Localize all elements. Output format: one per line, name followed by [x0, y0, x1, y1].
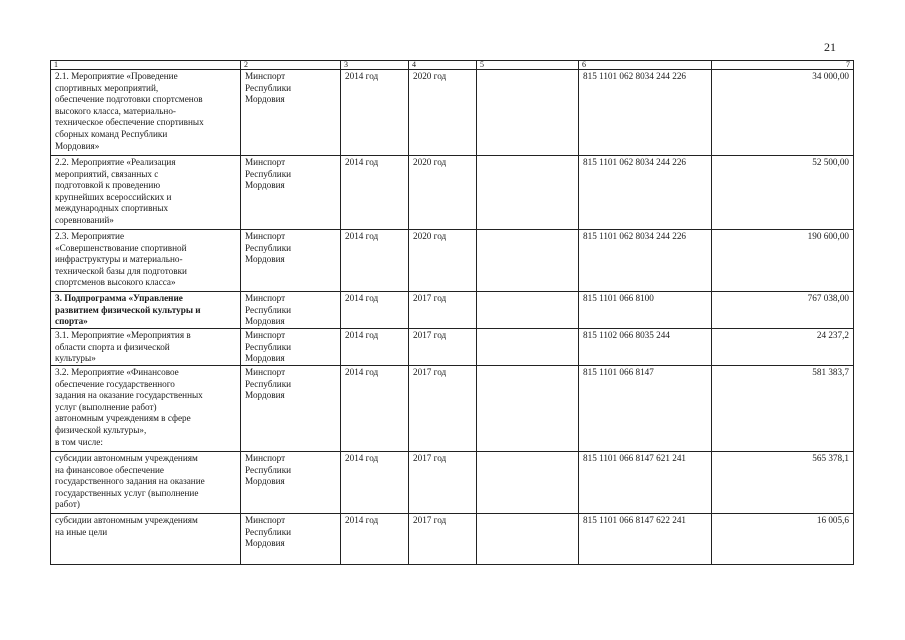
row-start-year-cell: 2014 год — [341, 70, 409, 156]
column-header: 5 — [477, 61, 579, 70]
column-number-row — [51, 61, 854, 70]
column-header: 1 — [51, 61, 241, 70]
row-start-year-cell: 2014 год — [341, 329, 409, 366]
table-row — [51, 292, 854, 329]
row-col5-cell — [477, 329, 579, 366]
row-start-year-cell: 2014 год — [341, 292, 409, 329]
row-col5-cell — [477, 514, 579, 565]
program-table — [50, 60, 854, 565]
row-end-year-cell: 2017 год — [409, 329, 477, 366]
row-executor-cell: Минспорт Республики Мордовия — [241, 329, 341, 366]
row-name-cell: 3.1. Мероприятие «Мероприятия в области спорта и физической культуры» — [51, 329, 241, 366]
table-row — [51, 514, 854, 565]
row-start-year-cell: 2014 год — [341, 156, 409, 230]
column-header: 6 — [579, 61, 712, 70]
row-amount-cell: 34 000,00 — [712, 70, 854, 156]
row-end-year-cell: 2017 год — [409, 292, 477, 329]
table-row — [51, 70, 854, 156]
row-budget-code-cell: 815 1101 062 8034 244 226 — [579, 70, 712, 156]
row-executor-cell: Минспорт Республики Мордовия — [241, 156, 341, 230]
row-name-cell: 2.3. Мероприятие «Совершенствование спортивной инфраструктуры и материально- технической базы для подготовки спортсменов высокого класса» — [51, 230, 241, 292]
row-budget-code-cell: 815 1101 066 8100 — [579, 292, 712, 329]
row-executor-cell: Минспорт Республики Мордовия — [241, 70, 341, 156]
row-amount-cell: 581 383,7 — [712, 366, 854, 452]
table-row — [51, 452, 854, 514]
row-end-year-cell: 2017 год — [409, 452, 477, 514]
row-amount-cell: 767 038,00 — [712, 292, 854, 329]
row-budget-code-cell: 815 1101 062 8034 244 226 — [579, 230, 712, 292]
table-row — [51, 156, 854, 230]
row-end-year-cell: 2017 год — [409, 366, 477, 452]
table-row — [51, 366, 854, 452]
row-executor-cell: Минспорт Республики Мордовия — [241, 292, 341, 329]
row-amount-cell: 24 237,2 — [712, 329, 854, 366]
row-executor-cell: Минспорт Республики Мордовия — [241, 230, 341, 292]
column-header: 4 — [409, 61, 477, 70]
row-executor-cell: Минспорт Республики Мордовия — [241, 452, 341, 514]
row-col5-cell — [477, 366, 579, 452]
table-row — [51, 329, 854, 366]
row-amount-cell: 565 378,1 — [712, 452, 854, 514]
row-budget-code-cell: 815 1101 062 8034 244 226 — [579, 156, 712, 230]
row-col5-cell — [477, 156, 579, 230]
row-name-cell: 3. Подпрограмма «Управление развитием физической культуры и спорта» — [51, 292, 241, 329]
row-end-year-cell: 2020 год — [409, 70, 477, 156]
table-row — [51, 230, 854, 292]
row-end-year-cell: 2020 год — [409, 156, 477, 230]
page-number: 21 — [824, 40, 836, 54]
row-col5-cell — [477, 70, 579, 156]
row-amount-cell: 190 600,00 — [712, 230, 854, 292]
row-name-cell: 3.2. Мероприятие «Финансовое обеспечение государственного задания на оказание государственных услуг (выполнение работ) автономным учреждениям в сфере физической культуры», в том числе: — [51, 366, 241, 452]
row-budget-code-cell: 815 1101 066 8147 622 241 — [579, 514, 712, 565]
row-col5-cell — [477, 292, 579, 329]
row-col5-cell — [477, 452, 579, 514]
row-executor-cell: Минспорт Республики Мордовия — [241, 514, 341, 565]
row-end-year-cell: 2020 год — [409, 230, 477, 292]
row-start-year-cell: 2014 год — [341, 452, 409, 514]
row-budget-code-cell: 815 1101 066 8147 — [579, 366, 712, 452]
row-budget-code-cell: 815 1101 066 8147 621 241 — [579, 452, 712, 514]
column-header: 2 — [241, 61, 341, 70]
column-header: 7 — [712, 61, 854, 70]
row-col5-cell — [477, 230, 579, 292]
row-name-cell: субсидии автономным учреждениям на финансовое обеспечение государственного задания на оказание государственных услуг (выполнение работ) — [51, 452, 241, 514]
row-name-cell: 2.1. Мероприятие «Проведение спортивных мероприятий, обеспечение подготовки спортсменов высокого класса, материально- техническое обеспечение спортивных сборных команд Республики Мордовия» — [51, 70, 241, 156]
row-amount-cell: 52 500,00 — [712, 156, 854, 230]
row-start-year-cell: 2014 год — [341, 230, 409, 292]
row-name-cell: 2.2. Мероприятие «Реализация мероприятий, связанных с подготовкой к проведению крупнейших всероссийских и международных спортивных соревнований» — [51, 156, 241, 230]
row-executor-cell: Минспорт Республики Мордовия — [241, 366, 341, 452]
row-start-year-cell: 2014 год — [341, 366, 409, 452]
row-amount-cell: 16 005,6 — [712, 514, 854, 565]
row-start-year-cell: 2014 год — [341, 514, 409, 565]
row-budget-code-cell: 815 1102 066 8035 244 — [579, 329, 712, 366]
row-name-cell: субсидии автономным учреждениям на иные цели — [51, 514, 241, 565]
column-header: 3 — [341, 61, 409, 70]
row-end-year-cell: 2017 год — [409, 514, 477, 565]
